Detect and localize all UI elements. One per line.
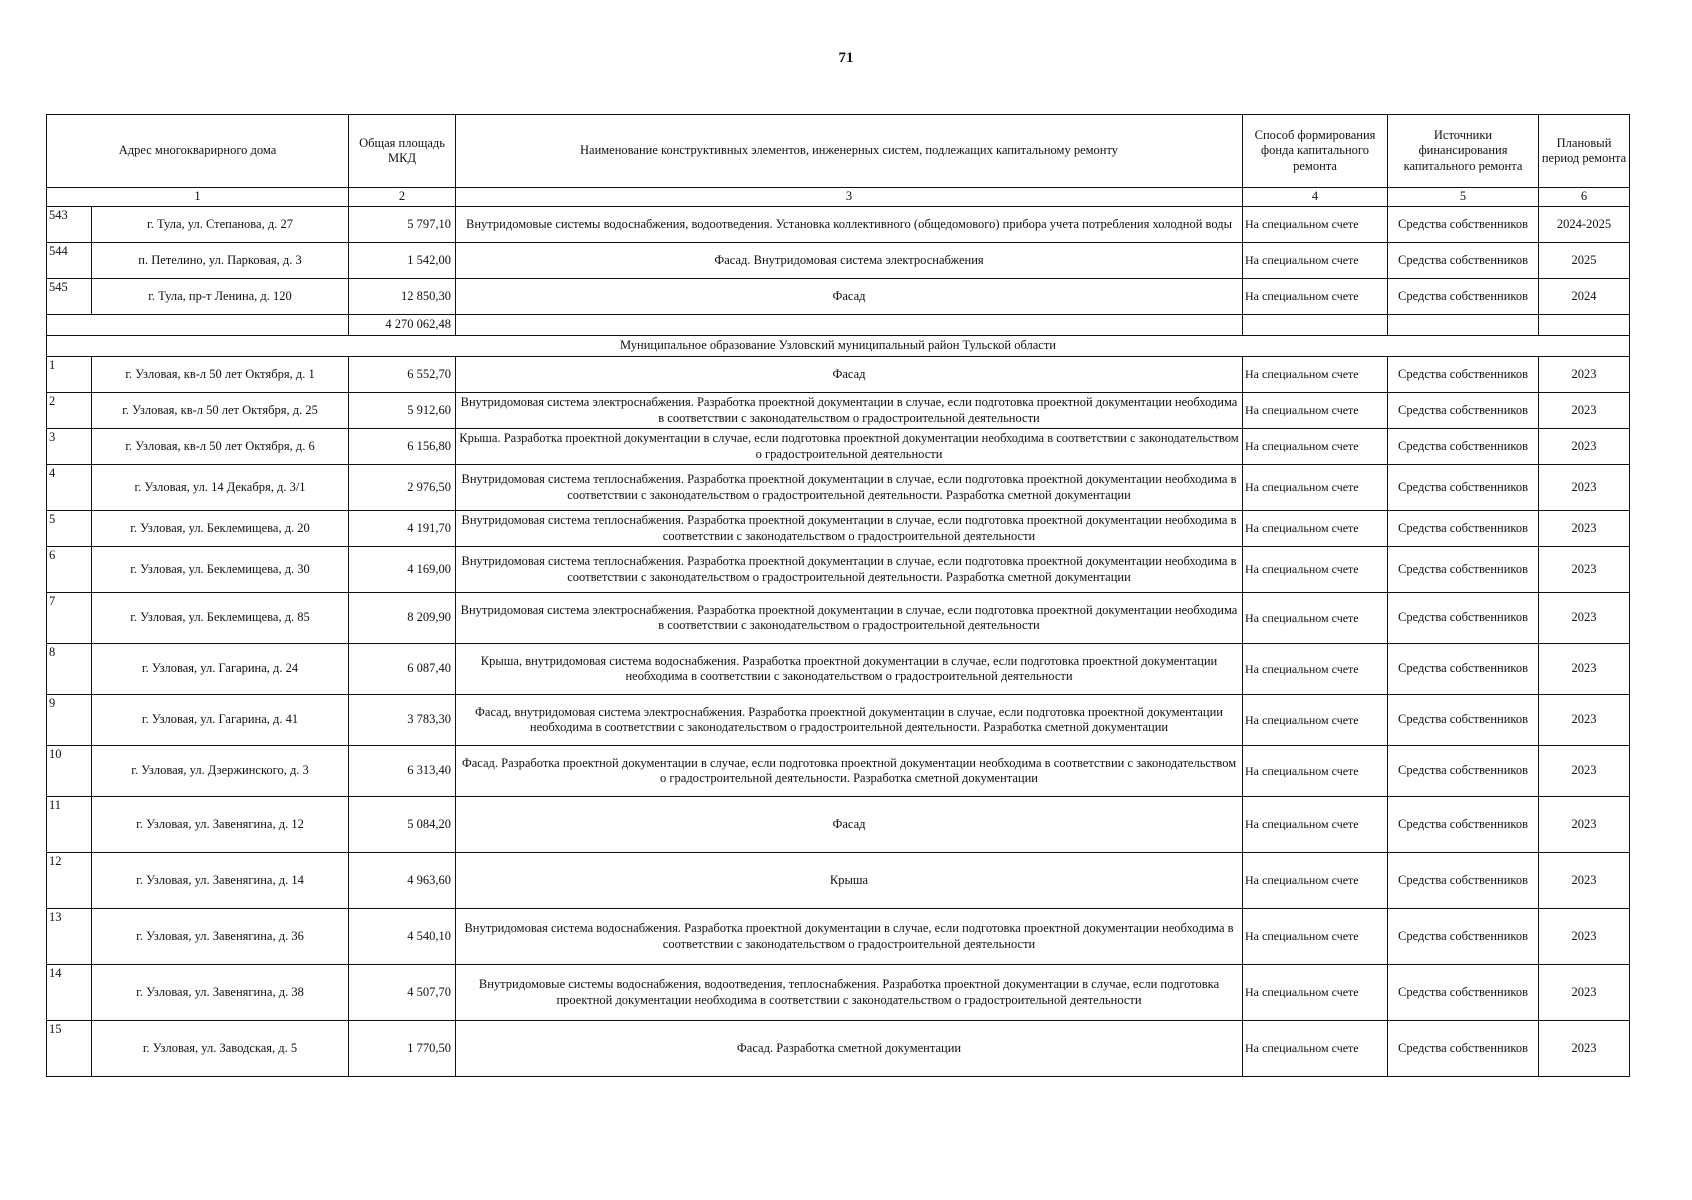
row-source: Средства собственников (1388, 1021, 1539, 1077)
row-area: 4 507,70 (349, 965, 456, 1021)
row-period: 2023 (1539, 393, 1630, 429)
row-area: 5 912,60 (349, 393, 456, 429)
row-method: На специальном счете (1243, 465, 1388, 511)
row-period: 2023 (1539, 965, 1630, 1021)
row-number: 2 (47, 393, 92, 429)
column-number: 1 (47, 188, 349, 207)
row-works: Внутридомовая система электроснабжения. Разработка проектной документации в случае, если подготовка проектной документации необходима в соответствии с законодательством о градостроительной деятельности (456, 593, 1243, 644)
row-source: Средства собственников (1388, 547, 1539, 593)
row-area: 4 963,60 (349, 853, 456, 909)
row-source: Средства собственников (1388, 746, 1539, 797)
row-address: п. Петелино, ул. Парковая, д. 3 (92, 243, 349, 279)
section-title: Муниципальное образование Узловский муниципальный район Тульской области (47, 336, 1630, 357)
row-number: 6 (47, 547, 92, 593)
table-row (47, 207, 1630, 243)
table-row (47, 593, 1630, 644)
row-area: 6 156,80 (349, 429, 456, 465)
row-area: 12 850,30 (349, 279, 456, 315)
row-period: 2024-2025 (1539, 207, 1630, 243)
row-period: 2023 (1539, 593, 1630, 644)
row-works: Внутридомовая система теплоснабжения. Разработка проектной документации в случае, если подготовка проектной документации необходима в соответствии с законодательством о градостроительной деятельности (456, 511, 1243, 547)
table-row (47, 746, 1630, 797)
rows-top (47, 207, 1630, 315)
row-number: 10 (47, 746, 92, 797)
row-works: Фасад. Разработка сметной документации (456, 1021, 1243, 1077)
row-area: 4 169,00 (349, 547, 456, 593)
row-works: Крыша. Разработка проектной документации в случае, если подготовка проектной документации необходима в соответствии с законодательством о градостроительной деятельности (456, 429, 1243, 465)
row-source: Средства собственников (1388, 393, 1539, 429)
row-method: На специальном счете (1243, 393, 1388, 429)
row-works: Внутридомовая система теплоснабжения. Разработка проектной документации в случае, если подготовка проектной документации необходима в соответствии с законодательством о градостроительной деятельности. Разработка сметной документации (456, 547, 1243, 593)
row-source: Средства собственников (1388, 695, 1539, 746)
row-number: 7 (47, 593, 92, 644)
row-source: Средства собственников (1388, 853, 1539, 909)
row-period: 2023 (1539, 465, 1630, 511)
row-number: 3 (47, 429, 92, 465)
table-row (47, 465, 1630, 511)
row-works: Внутридомовые системы водоснабжения, водоотведения. Установка коллективного (общедомового) прибора учета потребления холодной воды (456, 207, 1243, 243)
row-area: 5 084,20 (349, 797, 456, 853)
table-row (47, 909, 1630, 965)
row-address: г. Тула, ул. Степанова, д. 27 (92, 207, 349, 243)
row-area: 2 976,50 (349, 465, 456, 511)
row-number: 11 (47, 797, 92, 853)
row-number: 13 (47, 909, 92, 965)
row-area: 4 540,10 (349, 909, 456, 965)
table-row (47, 279, 1630, 315)
row-method: На специальном счете (1243, 853, 1388, 909)
row-method: На специальном счете (1243, 797, 1388, 853)
row-works: Фасад (456, 797, 1243, 853)
row-area: 3 783,30 (349, 695, 456, 746)
row-area: 6 087,40 (349, 644, 456, 695)
row-source: Средства собственников (1388, 965, 1539, 1021)
section-row (47, 336, 1630, 357)
row-period: 2023 (1539, 853, 1630, 909)
row-works: Внутридомовые системы водоснабжения, водоотведения, теплоснабжения. Разработка проектной документации в случае, если подготовка проектной документации необходима в соответствии с законодательством о градостроительной деятельности (456, 965, 1243, 1021)
table-row (47, 393, 1630, 429)
row-address: г. Узловая, кв-л 50 лет Октября, д. 6 (92, 429, 349, 465)
row-address: г. Тула, пр-т Ленина, д. 120 (92, 279, 349, 315)
row-works: Фасад, внутридомовая система электроснабжения. Разработка проектной документации в случае, если подготовка проектной документации необходима в соответствии с законодательством о градостроительной деятельности. Разработка сметной документации (456, 695, 1243, 746)
table-row (47, 547, 1630, 593)
capital-repair-table (46, 114, 1630, 1077)
row-period: 2023 (1539, 1021, 1630, 1077)
row-address: г. Узловая, ул. Гагарина, д. 24 (92, 644, 349, 695)
row-source: Средства собственников (1388, 279, 1539, 315)
row-address: г. Узловая, ул. Заводская, д. 5 (92, 1021, 349, 1077)
row-method: На специальном счете (1243, 207, 1388, 243)
row-source: Средства собственников (1388, 429, 1539, 465)
column-numbers-row (47, 188, 1630, 207)
table-row (47, 511, 1630, 547)
row-period: 2023 (1539, 746, 1630, 797)
total-area: 4 270 062,48 (349, 315, 456, 336)
row-source: Средства собственников (1388, 593, 1539, 644)
header-works: Наименование конструктивных элементов, инженерных систем, подлежащих капитальному ремонту (456, 115, 1243, 188)
row-period: 2025 (1539, 243, 1630, 279)
row-method: На специальном счете (1243, 243, 1388, 279)
row-source: Средства собственников (1388, 511, 1539, 547)
row-period: 2023 (1539, 695, 1630, 746)
row-area: 8 209,90 (349, 593, 456, 644)
row-works: Фасад. Разработка проектной документации в случае, если подготовка проектной документации необходима в соответствии с законодательством о градостроительной деятельности. Разработка сметной документации (456, 746, 1243, 797)
row-method: На специальном счете (1243, 511, 1388, 547)
header-period: Плановый период ремонта (1539, 115, 1630, 188)
row-works: Крыша (456, 853, 1243, 909)
header-address: Адрес многокварирного дома (47, 115, 349, 188)
row-method: На специальном счете (1243, 1021, 1388, 1077)
row-source: Средства собственников (1388, 207, 1539, 243)
row-method: На специальном счете (1243, 746, 1388, 797)
row-address: г. Узловая, ул. Беклемищева, д. 30 (92, 547, 349, 593)
row-period: 2024 (1539, 279, 1630, 315)
row-period: 2023 (1539, 644, 1630, 695)
row-source: Средства собственников (1388, 909, 1539, 965)
column-number: 2 (349, 188, 456, 207)
row-address: г. Узловая, ул. 14 Декабря, д. 3/1 (92, 465, 349, 511)
row-address: г. Узловая, ул. Беклемищева, д. 85 (92, 593, 349, 644)
row-area: 6 313,40 (349, 746, 456, 797)
row-address: г. Узловая, ул. Беклемищева, д. 20 (92, 511, 349, 547)
row-number: 9 (47, 695, 92, 746)
header-method: Способ формирования фонда капитального ремонта (1243, 115, 1388, 188)
row-method: На специальном счете (1243, 644, 1388, 695)
row-number: 4 (47, 465, 92, 511)
row-period: 2023 (1539, 547, 1630, 593)
row-number: 1 (47, 357, 92, 393)
row-method: На специальном счете (1243, 909, 1388, 965)
row-number: 8 (47, 644, 92, 695)
row-works: Внутридомовая система электроснабжения. Разработка проектной документации в случае, если подготовка проектной документации необходима в соответствии с законодательством о градостроительной деятельности (456, 393, 1243, 429)
table-row (47, 965, 1630, 1021)
row-number: 545 (47, 279, 92, 315)
row-address: г. Узловая, кв-л 50 лет Октября, д. 25 (92, 393, 349, 429)
table-row (47, 695, 1630, 746)
row-area: 1 770,50 (349, 1021, 456, 1077)
row-source: Средства собственников (1388, 243, 1539, 279)
row-method: На специальном счете (1243, 429, 1388, 465)
row-number: 544 (47, 243, 92, 279)
table-row (47, 644, 1630, 695)
row-works: Фасад (456, 357, 1243, 393)
row-period: 2023 (1539, 797, 1630, 853)
row-works: Внутридомовая система водоснабжения. Разработка проектной документации в случае, если подготовка проектной документации необходима в соответствии с законодательством о градостроительной деятельности (456, 909, 1243, 965)
row-address: г. Узловая, ул. Завенягина, д. 14 (92, 853, 349, 909)
table-row (47, 853, 1630, 909)
table-row (47, 357, 1630, 393)
row-number: 14 (47, 965, 92, 1021)
row-period: 2023 (1539, 909, 1630, 965)
header-row (47, 115, 1630, 188)
row-address: г. Узловая, ул. Завенягина, д. 38 (92, 965, 349, 1021)
row-works: Крыша, внутридомовая система водоснабжения. Разработка проектной документации в случае, если подготовка проектной документации необходима в соответствии с законодательством о градостроительной деятельности (456, 644, 1243, 695)
row-address: г. Узловая, кв-л 50 лет Октября, д. 1 (92, 357, 349, 393)
row-method: На специальном счете (1243, 547, 1388, 593)
row-area: 4 191,70 (349, 511, 456, 547)
row-source: Средства собственников (1388, 465, 1539, 511)
table-row (47, 1021, 1630, 1077)
row-source: Средства собственников (1388, 644, 1539, 695)
header-source: Источники финансирования капитального ремонта (1388, 115, 1539, 188)
row-number: 12 (47, 853, 92, 909)
row-area: 1 542,00 (349, 243, 456, 279)
row-method: На специальном счете (1243, 965, 1388, 1021)
row-source: Средства собственников (1388, 797, 1539, 853)
table-row (47, 797, 1630, 853)
row-number: 5 (47, 511, 92, 547)
row-area: 5 797,10 (349, 207, 456, 243)
row-area: 6 552,70 (349, 357, 456, 393)
total-row (47, 315, 1630, 336)
header-area: Общая площадь МКД (349, 115, 456, 188)
row-period: 2023 (1539, 429, 1630, 465)
table-row (47, 243, 1630, 279)
row-works: Внутридомовая система теплоснабжения. Разработка проектной документации в случае, если подготовка проектной документации необходима в соответствии с законодательством о градостроительной деятельности. Разработка сметной документации (456, 465, 1243, 511)
column-number: 5 (1388, 188, 1539, 207)
table-row (47, 429, 1630, 465)
row-works: Фасад. Внутридомовая система электроснабжения (456, 243, 1243, 279)
row-method: На специальном счете (1243, 695, 1388, 746)
row-number: 15 (47, 1021, 92, 1077)
page-number: 71 (838, 50, 854, 66)
row-address: г. Узловая, ул. Завенягина, д. 12 (92, 797, 349, 853)
row-period: 2023 (1539, 511, 1630, 547)
column-number: 4 (1243, 188, 1388, 207)
row-method: На специальном счете (1243, 357, 1388, 393)
column-number: 6 (1539, 188, 1630, 207)
row-source: Средства собственников (1388, 357, 1539, 393)
row-method: На специальном счете (1243, 593, 1388, 644)
row-method: На специальном счете (1243, 279, 1388, 315)
row-works: Фасад (456, 279, 1243, 315)
rows-section (47, 357, 1630, 1077)
row-address: г. Узловая, ул. Гагарина, д. 41 (92, 695, 349, 746)
row-address: г. Узловая, ул. Дзержинского, д. 3 (92, 746, 349, 797)
row-address: г. Узловая, ул. Завенягина, д. 36 (92, 909, 349, 965)
row-period: 2023 (1539, 357, 1630, 393)
column-number: 3 (456, 188, 1243, 207)
row-number: 543 (47, 207, 92, 243)
